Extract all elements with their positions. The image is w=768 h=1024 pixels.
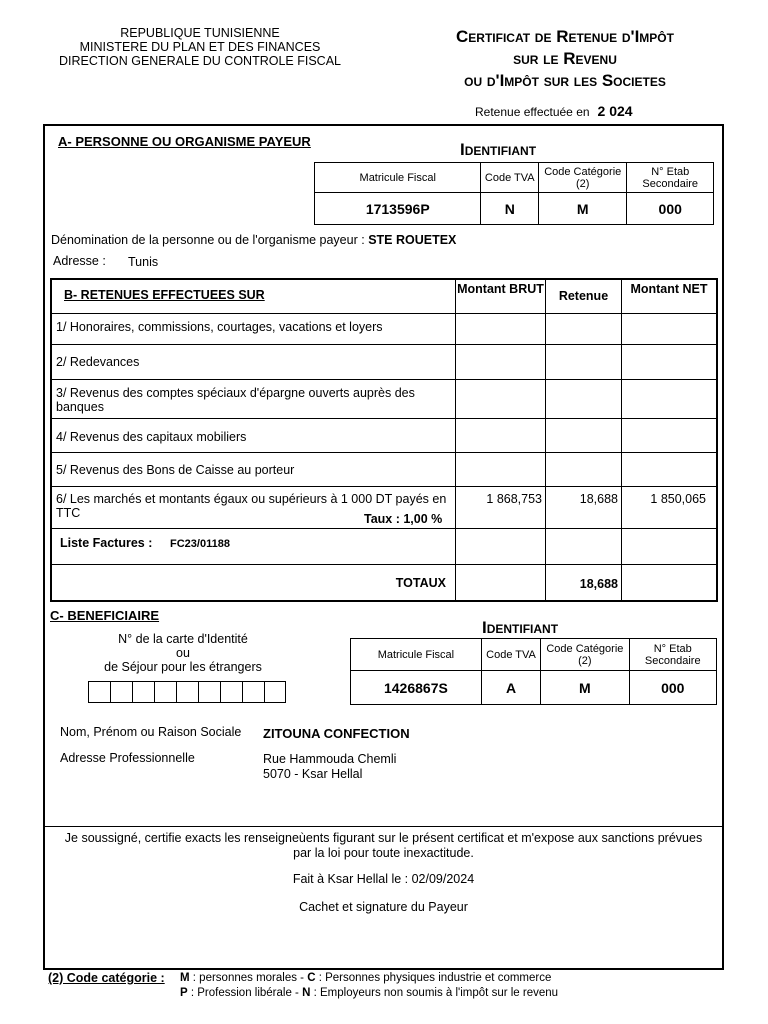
col-retenue: Retenue [558, 289, 609, 303]
legend-code-n: N [302, 987, 311, 999]
header-line-1: REPUBLIQUE TUNISIENNE [120, 26, 280, 40]
benef-col-matricule: Matricule Fiscal [351, 639, 482, 671]
benef-col-tva: Code TVA [481, 639, 540, 671]
carte-line-1: N° de la carte d'Identité [118, 632, 248, 646]
factures-label: Liste Factures : [60, 536, 153, 550]
carte-line-2: ou [176, 646, 190, 660]
benef-tva-value: A [481, 671, 540, 705]
retenues-table [50, 278, 718, 602]
retenue-year-label: Retenue effectuée en [475, 105, 590, 119]
denomination-value: STE ROUETEX [368, 233, 457, 247]
benef-categorie-value: M [541, 671, 629, 705]
section-b-title: B- RETENUES EFFECTUEES SUR [64, 288, 265, 302]
row-5-label: 5/ Revenus des Bons de Caisse au porteur [56, 463, 295, 477]
section-a-title: A- PERSONNE OU ORGANISME PAYEUR [58, 134, 311, 149]
carte-line-3: de Séjour pour les étrangers [104, 660, 262, 674]
carte-identite-boxes [88, 681, 286, 703]
row-4-label: 4/ Revenus des capitaux mobiliers [56, 430, 247, 444]
nom-label: Nom, Prénom ou Raison Sociale [60, 725, 242, 739]
beneficiaire-identifiant-table [350, 638, 717, 705]
row-6-label: 6/ Les marchés et montants égaux ou supérieurs à 1 000 DT payés en TTC [56, 492, 447, 520]
factures-value: FC23/01188 [170, 538, 230, 550]
payeur-tva-value: N [481, 193, 539, 225]
title-line-2: sur le Revenu [513, 49, 617, 68]
certification-text [46, 831, 721, 861]
legend-code-c: C [307, 972, 316, 984]
legend-code-p: P [180, 987, 188, 999]
col-montant-net: Montant NET [630, 282, 708, 296]
code-categorie-legend [48, 971, 558, 1001]
section-c-title: C- BENEFICIAIRE [50, 608, 160, 623]
retenue-year-value: 2 024 [597, 103, 633, 119]
document-title [405, 26, 725, 92]
payeur-identifiant-table [314, 162, 714, 225]
title-line-3: ou d'Impôt sur les Societes [464, 71, 666, 90]
payeur-col-matricule: Matricule Fiscal [315, 163, 481, 193]
payeur-matricule-value: 1713596P [315, 193, 481, 225]
row-6-net: 1 850,065 [650, 492, 706, 506]
payeur-col-categorie: Code Catégorie (2) [539, 163, 627, 193]
denomination-label: Dénomination de la personne ou de l'organisme payeur : [51, 233, 365, 247]
benef-col-categorie: Code Catégorie (2) [541, 639, 629, 671]
footer-separator [43, 826, 724, 827]
adresse-pro-line-2: 5070 - Ksar Hellal [263, 767, 363, 781]
payeur-identifiant-title: Identifiant [460, 140, 537, 159]
payeur-col-etab: N° Etab Secondaire [627, 163, 714, 193]
cachet-line: Cachet et signature du Payeur [299, 900, 468, 914]
title-line-1: Certificat de Retenue d'Impôt [456, 27, 674, 46]
col-montant-brut: Montant BRUT [457, 282, 544, 296]
payeur-adresse-label: Adresse : [53, 254, 106, 268]
payeur-col-tva: Code TVA [481, 163, 539, 193]
adresse-pro-value [263, 752, 396, 782]
header-line-3: DIRECTION GENERALE DU CONTROLE FISCAL [59, 54, 341, 68]
certification-line-1: Je soussigné, certifie exacts les renseigneùents figurant sur le présent certificat et m'expose aux sanctions prévues [64, 831, 703, 845]
adresse-pro-line-1: Rue Hammouda Chemli [263, 752, 397, 766]
payeur-etab-value: 000 [627, 193, 714, 225]
denomination-line [51, 233, 456, 247]
legend-code-m: M [180, 972, 190, 984]
carte-identite-label [70, 632, 296, 674]
payeur-adresse-value: Tunis [128, 255, 159, 269]
adresse-pro-label: Adresse Professionnelle [60, 751, 195, 765]
certification-line-2: par la loi pour toute inexactitude. [293, 846, 474, 860]
administration-header [40, 26, 360, 68]
row-1-label: 1/ Honoraires, commissions, courtages, vacations et loyers [56, 320, 383, 334]
legend-label: (2) Code catégorie : [48, 971, 165, 985]
benef-col-etab: N° Etab Secondaire [629, 639, 716, 671]
beneficiaire-identifiant-title: Identifiant [482, 618, 559, 637]
totaux-retenue: 18,688 [579, 577, 618, 591]
benef-matricule-value: 1426867S [351, 671, 482, 705]
row-2-label: 2/ Redevances [56, 355, 140, 369]
nom-value: ZITOUNA CONFECTION [263, 726, 410, 741]
row-6-brut: 1 868,753 [486, 492, 542, 506]
legend-text-c: : Personnes physiques industrie et commerce [315, 972, 552, 984]
fait-a-line: Fait à Ksar Hellal le : 02/09/2024 [292, 872, 475, 886]
benef-etab-value: 000 [629, 671, 716, 705]
legend-text-n: : Employeurs non soumis à l'impôt sur le revenu [310, 987, 559, 999]
row-6-taux: Taux : 1,00 % [364, 512, 443, 526]
payeur-categorie-value: M [539, 193, 627, 225]
header-line-2: MINISTERE DU PLAN ET DES FINANCES [79, 40, 321, 54]
retenue-year-line [475, 103, 633, 119]
legend-text-p: : Profession libérale - [187, 987, 303, 999]
row-3-label: 3/ Revenus des comptes spéciaux d'épargne ouverts auprès des banques [56, 386, 415, 414]
totaux-label: TOTAUX [395, 576, 446, 590]
legend-text-m: : personnes morales - [189, 972, 308, 984]
row-6-retenue: 18,688 [579, 492, 618, 506]
